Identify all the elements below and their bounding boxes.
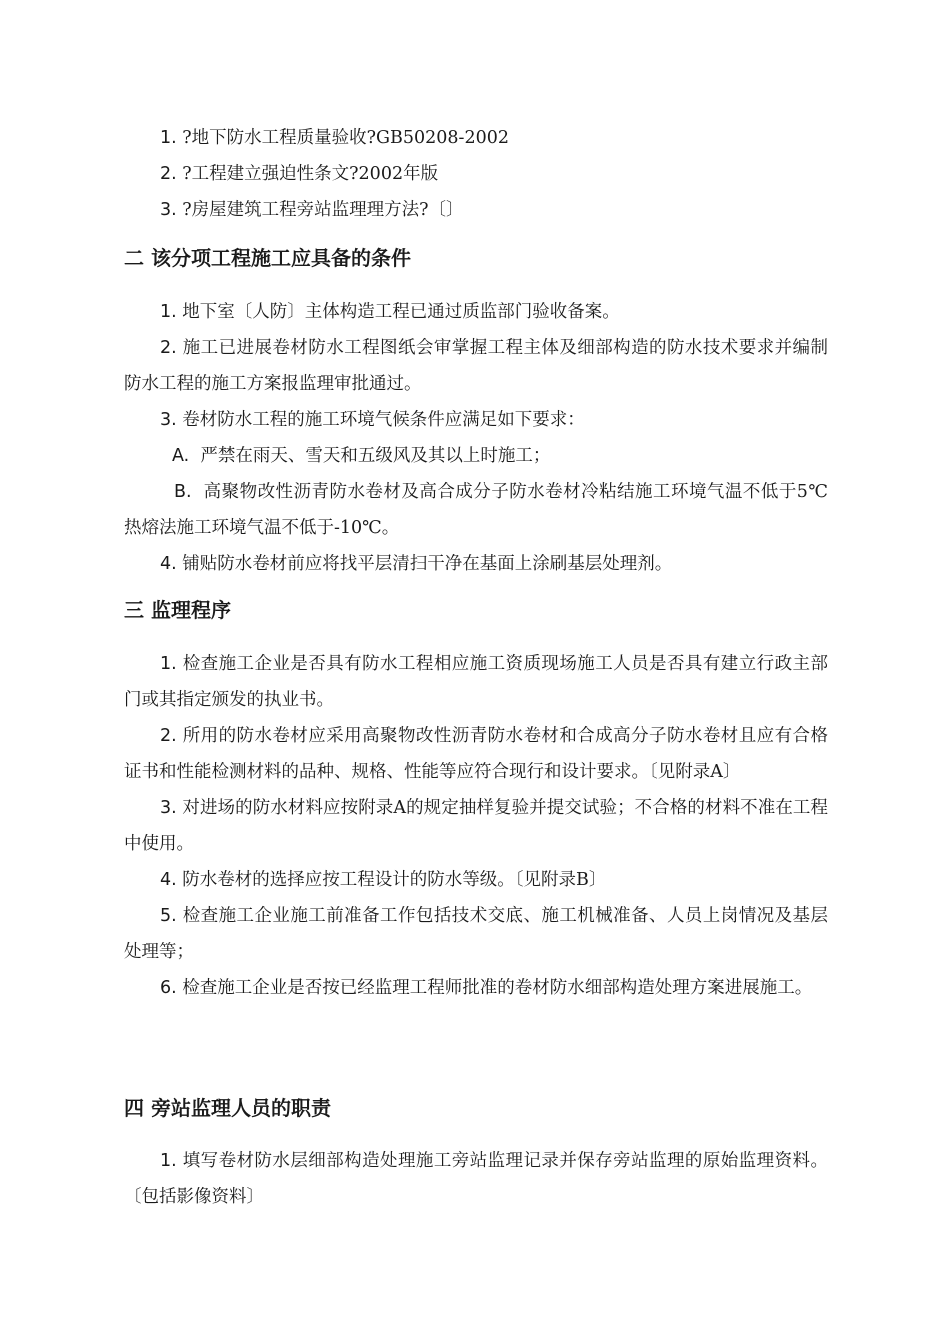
list-item <box>124 970 828 1006</box>
item-number: 1. <box>160 654 177 674</box>
item-text: 防水卷材的选择应按工程设计的防水等级。〔见附录B〕 <box>182 870 607 890</box>
item-text: 检查施工企业是否具有防水工程相应施工资质现场施工人员是否具有建立行政主部门或其指定颁发的执业书。 <box>124 654 828 710</box>
item-text: 铺贴防水卷材前应将找平层清扫干净在基面上涂刷基层处理剂。 <box>182 554 673 574</box>
item-number: 2. <box>160 164 177 184</box>
list-subitem <box>124 438 828 474</box>
item-number: B. <box>174 482 192 502</box>
item-text: 地下室〔人防〕主体构造工程已通过质监部门验收备案。 <box>182 302 620 322</box>
list-item <box>124 1143 828 1215</box>
item-text: 卷材防水工程的施工环境气候条件应满足如下要求： <box>182 410 585 430</box>
item-text: 高聚物改性沥青防水卷材及高合成分子防水卷材冷粘结施工环境气温不低于5℃热熔法施工环境气温不低于-10℃。 <box>124 482 828 538</box>
list-item <box>124 646 828 718</box>
item-number: 3. <box>160 410 177 430</box>
item-text: ?地下防水工程质量验收?GB50208-2002 <box>182 128 510 148</box>
reference-item <box>124 156 828 192</box>
item-number: 2. <box>160 338 177 358</box>
item-number: 2. <box>160 726 177 746</box>
reference-list <box>124 120 828 228</box>
item-number: 4. <box>160 554 177 574</box>
reference-item <box>124 120 828 156</box>
list-item <box>124 294 828 330</box>
section-heading: 三 监理程序 <box>124 598 231 622</box>
list-subitem <box>124 474 828 546</box>
item-text: 填写卷材防水层细部构造处理施工旁站监理记录并保存旁站监理的原始监理资料。〔包括影像资料〕 <box>124 1151 828 1207</box>
item-text: 严禁在雨天、雪天和五级风及其以上时施工； <box>200 446 551 466</box>
list-item <box>124 402 828 438</box>
section-3-list <box>124 646 828 1006</box>
section-2-list <box>124 294 828 582</box>
list-item <box>124 862 828 898</box>
item-number: 4. <box>160 870 177 890</box>
item-number: 6. <box>160 978 177 998</box>
item-text: 检查施工企业施工前准备工作包括技术交底、施工机械准备、人员上岗情况及基层处理等； <box>124 906 828 962</box>
item-text: 对进场的防水材料应按附录A的规定抽样复验并提交试验；不合格的材料不准在工程中使用。 <box>124 798 828 854</box>
section-4-list <box>124 1143 828 1215</box>
list-item <box>124 718 828 790</box>
item-number: 3. <box>160 200 177 220</box>
list-item <box>124 790 828 862</box>
item-number: 1. <box>160 128 177 148</box>
item-number: A. <box>172 446 190 466</box>
list-item <box>124 898 828 970</box>
reference-item <box>124 192 828 228</box>
list-item <box>124 330 828 402</box>
list-item <box>124 546 828 582</box>
item-text: 所用的防水卷材应采用高聚物改性沥青防水卷材和合成高分子防水卷材且应有合格证书和性能检测材料的品种、规格、性能等应符合现行和设计要求。〔见附录A〕 <box>124 726 828 782</box>
section-heading: 二 该分项工程施工应具备的条件 <box>124 246 411 270</box>
item-number: 1. <box>160 302 177 322</box>
item-text: 检查施工企业是否按已经监理工程师批准的卷材防水细部构造处理方案进展施工。 <box>182 978 813 998</box>
item-text: 施工已进展卷材防水工程图纸会审掌握工程主体及细部构造的防水技术要求并编制防水工程的施工方案报监理审批通过。 <box>124 338 828 394</box>
item-text: ?工程建立强迫性条文?2002年版 <box>182 164 439 184</box>
item-number: 5. <box>160 906 177 926</box>
item-number: 3. <box>160 798 177 818</box>
item-text: ?房屋建筑工程旁站监理理方法?〔〕 <box>182 200 464 220</box>
section-heading: 四 旁站监理人员的职责 <box>124 1096 331 1120</box>
item-number: 1. <box>160 1151 177 1171</box>
